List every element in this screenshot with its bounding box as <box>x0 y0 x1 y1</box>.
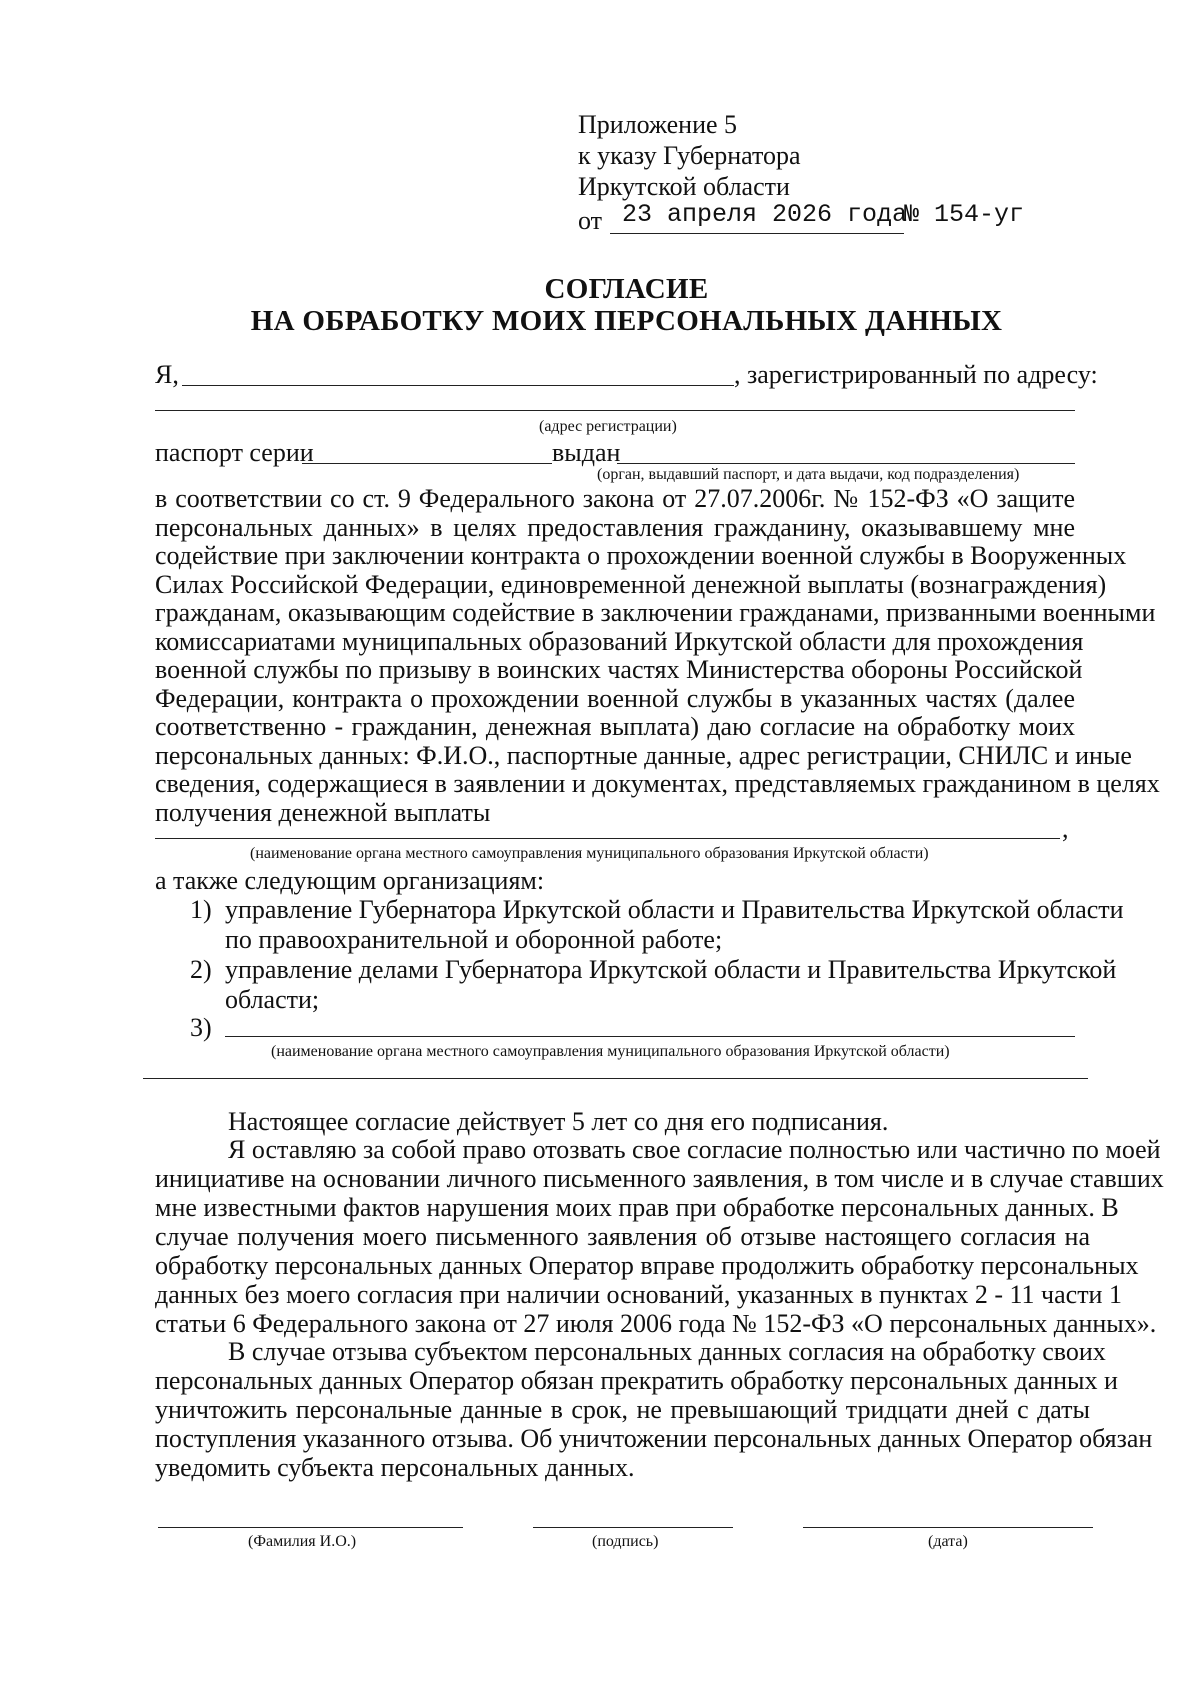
consent-body <box>155 484 1160 827</box>
org-2-line-2: области; <box>225 985 320 1014</box>
body-line: Силах Российской Федерации, единовременной денежной выплаты (вознаграждения) <box>155 569 1107 599</box>
address-caption: (адрес регистрации) <box>539 418 677 435</box>
revoke-line: статьи 6 Федерального закона от 27 июля 2006 года № 152-ФЗ «О персональных данных». <box>155 1309 1157 1338</box>
revoke-paragraph <box>155 1135 1164 1338</box>
organ-field-line[interactable] <box>155 838 1060 839</box>
issued-caption: (орган, выдавший паспорт, и дата выдачи, код подразделения) <box>597 466 1020 483</box>
body-line: соответственно - гражданин, денежная выплата) даю согласие на обработку моих <box>155 712 1075 741</box>
withdraw-line: В случае отзыва субъектом персональных данных согласия на обработку своих <box>228 1337 1106 1366</box>
withdraw-line: уведомить субъекта персональных данных. <box>155 1453 635 1482</box>
name-field-line[interactable] <box>182 385 734 386</box>
body-line: сведения, содержащиеся в заявлении и документах, представляемых гражданином в целях <box>155 769 1160 798</box>
appendix-line-3: Иркутской области <box>578 172 790 201</box>
name-signature-line[interactable] <box>158 1527 463 1528</box>
appendix-from-prefix: от <box>578 206 603 235</box>
issued-field-line[interactable] <box>617 463 1075 464</box>
appendix-date: 23 апреля 2026 года <box>622 200 908 229</box>
sign-signature-line[interactable] <box>533 1527 733 1528</box>
org-2-number: 2) <box>190 955 212 984</box>
revoke-line: случае получения моего письменного заявления об отзыве настоящего согласия на <box>155 1222 1090 1251</box>
validity-text: Настоящее согласие действует 5 лет со дня его подписания. <box>228 1107 889 1136</box>
date-signature-line[interactable] <box>803 1527 1093 1528</box>
revoke-line: данных без моего согласия при наличии оснований, указанных в пунктах 2 - 11 части 1 <box>155 1280 1122 1309</box>
body-line: комиссариатами муниципальных образований Иркутской области для прохождения <box>155 626 1084 656</box>
org-3-field-line[interactable] <box>225 1036 1075 1037</box>
body-line: персональных данных» в целях предоставления гражданину, оказывавшему мне <box>155 512 1075 542</box>
body-line: персональных данных: Ф.И.О., паспортные данные, адрес регистрации, СНИЛС и иные <box>155 740 1132 770</box>
sign-caption: (подпись) <box>592 1533 659 1550</box>
revoke-line: мне известными фактов нарушения моих прав при обработке персональных данных. В <box>155 1193 1119 1222</box>
withdraw-line: поступления указанного отзыва. Об уничтожении персональных данных Оператор обязан <box>155 1424 1153 1453</box>
revoke-line: обработку персональных данных Оператор вправе продолжить обработку персональных <box>155 1251 1139 1280</box>
org-3-caption: (наименование органа местного самоуправления муниципального образования Иркутской области) <box>271 1043 950 1060</box>
appendix-line-2: к указу Губернатора <box>578 141 801 170</box>
registered-label: , зарегистрированный по адресу: <box>734 360 1098 389</box>
org-2-line-1: управление делами Губернатора Иркутской области и Правительства Иркутской <box>225 955 1117 984</box>
address-field-line[interactable] <box>155 410 1075 411</box>
appendix-line-1: Приложение 5 <box>578 110 738 139</box>
org-1-line-1: управление Губернатора Иркутской области и Правительства Иркутской области <box>225 895 1124 924</box>
withdraw-paragraph <box>155 1337 1153 1482</box>
body-line: получения денежной выплаты <box>155 797 491 827</box>
orgs-intro: а также следующим организациям: <box>155 866 545 895</box>
body-line: Федерации, контракта о прохождении военной службы в указанных частях (далее <box>155 683 1075 713</box>
org-1-number: 1) <box>190 895 212 924</box>
appendix-number: № 154-уг <box>904 200 1025 229</box>
org-1-line-2: по правоохранительной и оборонной работе; <box>225 925 723 954</box>
date-caption: (дата) <box>928 1533 968 1550</box>
body-line: в соответствии со ст. 9 Федерального закона от 27.07.2006г. № 152-ФЗ «О защите <box>155 484 1075 513</box>
body-line: содействие при заключении контракта о прохождении военной службы в Вооруженных <box>155 541 1127 570</box>
revoke-line: Я оставляю за собой право отозвать свое согласие полностью или частично по моей <box>228 1135 1161 1164</box>
revoke-line: инициативе на основании личного письменного заявления, в том числе и в случае ставших <box>155 1164 1164 1193</box>
org-3-number: 3) <box>190 1013 212 1042</box>
body-line: военной службы по призыву в воинских частях Министерства обороны Российской <box>155 655 1083 684</box>
withdraw-line: персональных данных Оператор обязан прекратить обработку персональных данных и <box>155 1366 1118 1395</box>
title-line-2: НА ОБРАБОТКУ МОИХ ПЕРСОНАЛЬНЫХ ДАННЫХ <box>250 305 1003 337</box>
name-caption: (Фамилия И.О.) <box>248 1533 357 1550</box>
organ-line-comma: , <box>1062 814 1069 843</box>
passport-label: паспорт серии <box>155 438 314 467</box>
issued-label: выдан <box>552 438 621 467</box>
organ-caption: (наименование органа местного самоуправления муниципального образования Иркутской области) <box>250 845 929 862</box>
withdraw-line: уничтожить персональные данные в срок, не превышающий тридцати дней с даты <box>155 1395 1090 1424</box>
body-line: гражданам, оказывающим содействие в заключении гражданами, призванными военными <box>155 598 1156 627</box>
title-line-1: СОГЛАСИЕ <box>544 273 709 305</box>
section-divider <box>143 1078 1088 1079</box>
i-prefix: Я, <box>155 360 179 389</box>
date-underline <box>610 233 904 234</box>
passport-series-line[interactable] <box>302 463 552 464</box>
